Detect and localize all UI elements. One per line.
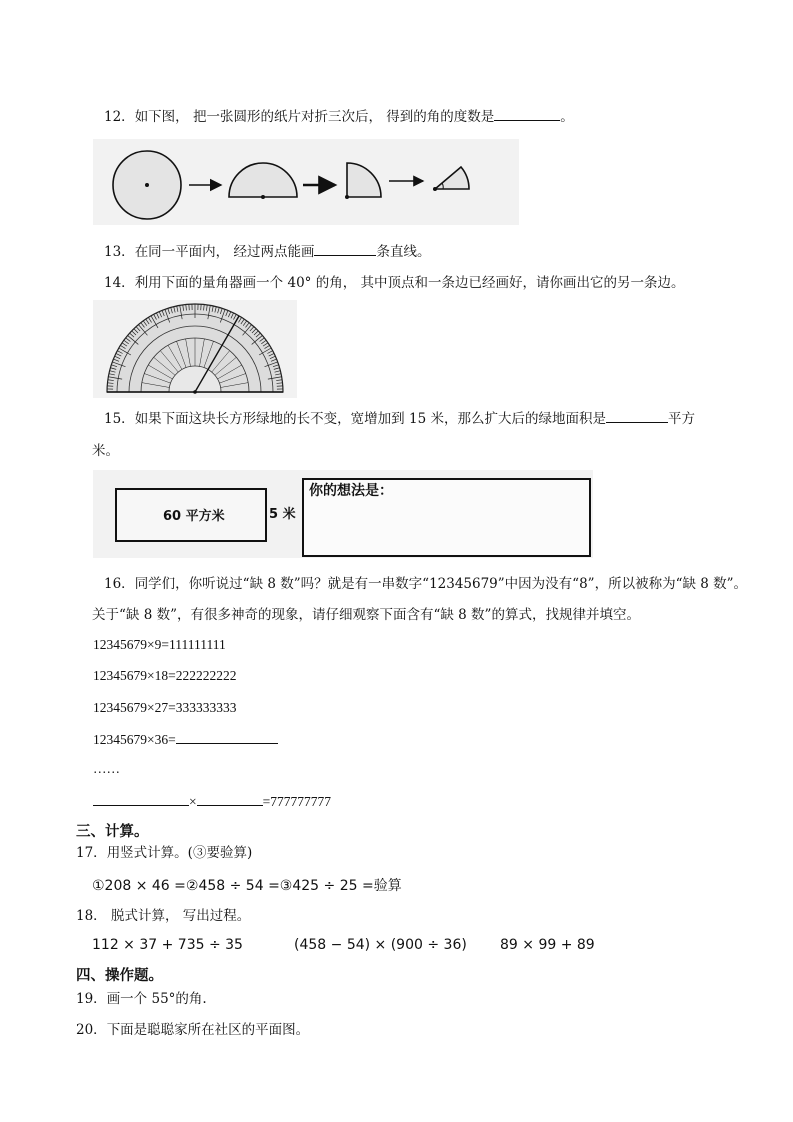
circle-folding-figure xyxy=(93,139,519,225)
question-number: 17． xyxy=(76,845,107,861)
question-number: 12． xyxy=(104,109,135,125)
question-text: 如下图， 把一张圆形的纸片对折三次后， 得到的角的度数是 xyxy=(134,109,495,125)
question-number: 20． xyxy=(76,1022,107,1038)
answer-blank[interactable] xyxy=(176,731,278,744)
question-12 xyxy=(104,108,574,126)
times-sign: × xyxy=(189,794,197,809)
equation-result: =777777777 xyxy=(262,794,331,809)
question-15 xyxy=(104,410,695,428)
question-text: 同学们，你听说过“缺 8 数”吗？就是有一串数字“12345679”中因为没有“8”，所以被称为“缺 8 数”。 xyxy=(134,576,748,592)
equation-4-text: 12345679×36= xyxy=(93,732,176,747)
question-15-line2: 米。 xyxy=(92,443,119,459)
question-text: 画一个 55°的角. xyxy=(106,991,207,1007)
answer-blank[interactable] xyxy=(314,243,376,256)
question-text: 下面是聪聪家所在社区的平面图。 xyxy=(106,1022,310,1038)
question-18 xyxy=(76,907,250,925)
question-text: 用竖式计算。(③要验算) xyxy=(106,845,253,861)
question-text: 如果下面这块长方形绿地的长不变，宽增加到 15 米，那么扩大后的绿地面积是 xyxy=(134,411,606,427)
question-16 xyxy=(104,575,747,593)
eighth-circle-shape xyxy=(433,167,469,191)
equation-1: 12345679×9=111111111 xyxy=(93,637,226,652)
folding-steps-diagram xyxy=(93,139,519,225)
question-number: 15． xyxy=(104,411,135,427)
question-16-line2: 关于“缺 8 数”，有很多神奇的现象，请仔细观察下面含有“缺 8 数”的算式，找规律并填空。 xyxy=(92,607,640,623)
question-13 xyxy=(104,243,430,261)
question-20 xyxy=(76,1021,309,1039)
expression-1: 112 × 37 + 735 ÷ 35 xyxy=(92,937,243,953)
protractor-figure xyxy=(93,300,297,398)
section-3-heading: 三、计算。 xyxy=(76,824,149,840)
question-number: 18． xyxy=(76,908,107,924)
equation-4 xyxy=(93,731,278,748)
thought-label: 你的想法是： xyxy=(309,483,393,499)
full-circle-shape xyxy=(113,151,181,219)
punctuation: 。 xyxy=(560,109,574,125)
equation-3: 12345679×27=333333333 xyxy=(93,700,237,715)
question-text-end: 条直线。 xyxy=(376,244,431,260)
quarter-circle-shape xyxy=(345,163,381,199)
question-number: 19． xyxy=(76,991,107,1007)
question-number: 16． xyxy=(104,576,135,592)
answer-blank-right[interactable] xyxy=(197,793,263,806)
equation-final xyxy=(93,793,331,810)
vertical-calc-problems: ①208 × 46 =②458 ÷ 54 =③425 ÷ 25 =验算 xyxy=(92,878,402,894)
question-17 xyxy=(76,844,252,862)
question-number: 14． xyxy=(104,275,135,291)
answer-blank-left[interactable] xyxy=(93,793,189,806)
ellipsis: …… xyxy=(93,761,120,776)
answer-blank[interactable] xyxy=(494,108,560,121)
vertex-point xyxy=(193,390,197,394)
section-4-heading: 四、操作题。 xyxy=(76,968,163,984)
area-label: 60 平方米 xyxy=(163,509,225,524)
question-text: 脱式计算， 写出过程。 xyxy=(106,908,251,924)
answer-blank[interactable] xyxy=(606,410,668,423)
half-circle-shape xyxy=(229,163,297,199)
equation-2: 12345679×18=222222222 xyxy=(93,668,237,683)
question-text: 利用下面的量角器画一个 40° 的角， 其中顶点和一条边已经画好，请你画出它的另一条边。 xyxy=(134,275,685,291)
expression-2: (458 − 54) × (900 ÷ 36) xyxy=(294,937,467,953)
protractor-diagram xyxy=(93,300,297,398)
question-14 xyxy=(104,274,685,292)
width-label: 5 米 xyxy=(269,507,296,522)
question-text-tail: 平方 xyxy=(667,411,695,427)
question-19 xyxy=(76,990,207,1008)
rectangle-lawn-figure xyxy=(93,470,593,558)
question-text: 在同一平面内， 经过两点能画 xyxy=(134,244,315,260)
expression-3: 89 × 99 + 89 xyxy=(500,937,595,953)
question-number: 13． xyxy=(104,244,135,260)
